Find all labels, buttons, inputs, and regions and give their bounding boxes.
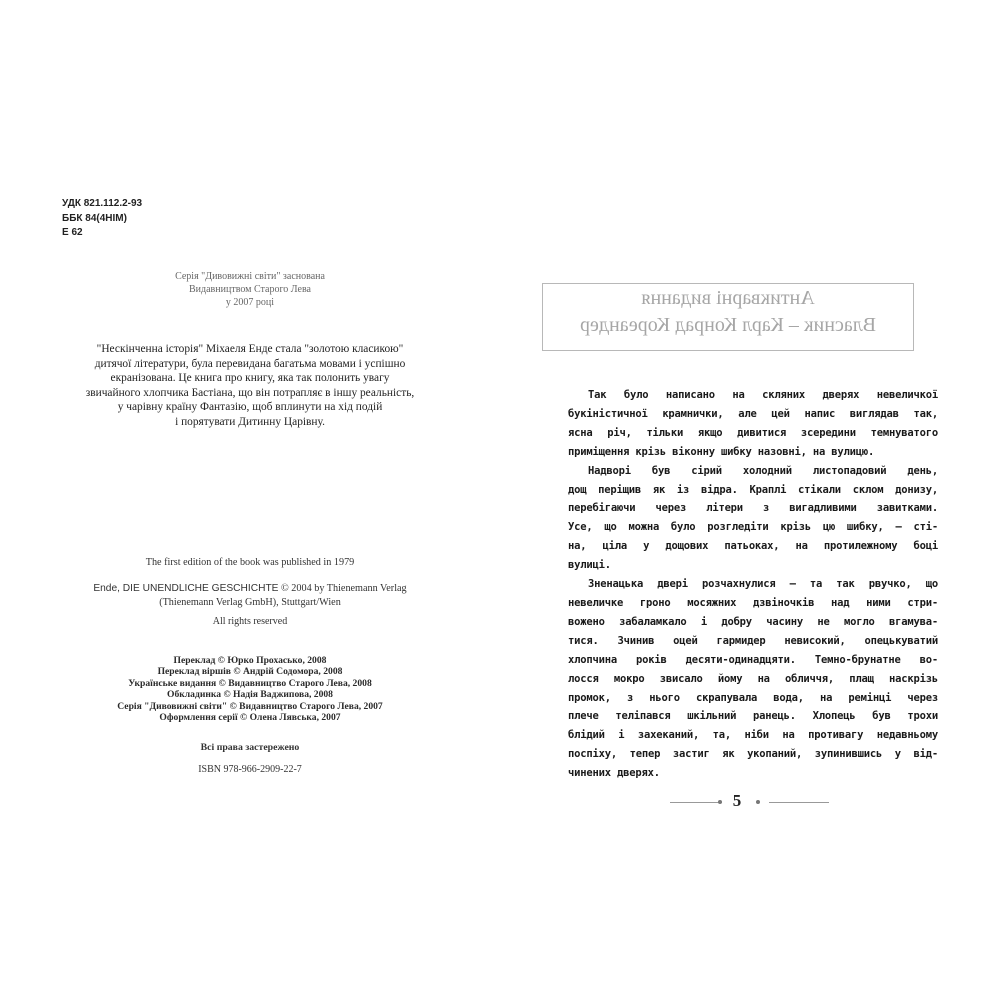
translation-credits xyxy=(30,655,470,723)
udk-block xyxy=(62,197,142,241)
rights-ua-text: Всі права застережено xyxy=(200,742,300,753)
door-sign-box xyxy=(542,283,914,351)
door-sign-line-2: Власник – Карл Конрад Кореандер xyxy=(579,314,877,336)
credit-line: Оформлення серії © Олена Лявська, 2007 xyxy=(159,712,341,724)
book-annotation xyxy=(40,342,460,429)
author-mark-line: Е 62 xyxy=(62,227,83,238)
rights-reserved-en xyxy=(30,615,470,629)
bbk-line: ББК 84(4НІМ) xyxy=(62,212,127,224)
folio-dot xyxy=(756,800,760,804)
paragraph-3 xyxy=(568,575,938,783)
text-line: Так було написано на скляних дверях невеличкої xyxy=(588,389,938,401)
original-copyright xyxy=(30,582,470,610)
paragraph-1 xyxy=(568,386,938,462)
text-line: плече теліпався шкільний ранець. Хлопець був трохи xyxy=(568,710,938,723)
credit-line: Переклад віршів © Андрій Содомора, 2008 xyxy=(157,666,343,678)
original-title: Ende, DIE UNENDLICHE GESCHICHTE xyxy=(93,583,279,594)
credit-line: Українське видання © Видавництво Старого Лева, 2008 xyxy=(128,677,372,689)
isbn-text: ISBN 978-966-2909-22-7 xyxy=(198,764,302,775)
page-folio xyxy=(670,791,860,815)
first-edition-text: The first edition of the book was published in 1979 xyxy=(145,557,355,568)
udk-line: УДК 821.112.2-93 xyxy=(62,198,143,209)
rights-text: All rights reserved xyxy=(212,616,288,627)
annotation-line: дитячої літератури, була перевидана багатьма мовами і успішно xyxy=(94,357,406,370)
annotation-line: і порятувати Дитинну Царівну. xyxy=(175,415,325,428)
copyright-line-2: (Thienemann Verlag GmbH), Stuttgart/Wien xyxy=(159,597,341,608)
text-line: Зненацька двері розчахнулися – та так рвучко, що xyxy=(588,578,938,591)
series-note-line: Серія "Дивовижні світи" заснована xyxy=(175,271,325,282)
folio-rule-right xyxy=(769,802,829,803)
folio-dot xyxy=(718,800,722,804)
series-note-line: Видавництвом Старого Лева xyxy=(189,284,311,295)
copyright-holder: © 2004 by Thienemann Verlag xyxy=(278,583,407,594)
text-line: букіністичної крамнички, але цей напис виглядав так, xyxy=(568,407,938,420)
series-note-line: у 2007 році xyxy=(225,297,275,308)
text-line: хлопчина років десяти-одинадцяти. Темно-брунатне во- xyxy=(568,653,938,666)
credit-line: Серія "Дивовижні світи" © Видавництво Старого Лева, 2007 xyxy=(117,700,383,712)
text-line: поспіху, тепер застиг як укопаний, зупинившись у від- xyxy=(568,748,938,761)
text-line: Надворі був сірий холодний листопадовий день, xyxy=(588,464,938,477)
series-note xyxy=(150,270,350,309)
text-line: ясна річ, тільки якщо дивитися зсередини темнуватого xyxy=(568,426,938,439)
right-page xyxy=(500,0,1000,1000)
annotation-line: у чарівну країну Фантазію, щоб вплинути на хід подій xyxy=(117,401,383,413)
chapter-body xyxy=(568,386,938,783)
text-line: вожено забаламкало і добру часину не могло вгамува- xyxy=(568,615,938,628)
text-line: перебігаючи через літери з вигадливими завитками. xyxy=(568,502,938,515)
credit-line: Переклад © Юрко Прохасько, 2008 xyxy=(173,655,327,666)
annotation-line: "Нескінченна історія" Міхаеля Енде стала "золотою класикою" xyxy=(96,343,404,355)
annotation-line: звичайного хлопчика Бастіана, що він потрапляє в іншу реальність, xyxy=(85,386,415,399)
text-line: промок, з нього скрапувала вода, на ремінці через xyxy=(568,691,938,704)
copyright-line-1 xyxy=(30,582,470,596)
page-number: 5 xyxy=(732,791,742,810)
text-line: Усе, що можна було розгледіти крізь цю шибку, – сті- xyxy=(568,521,938,534)
text-line: невеличке гроно мосяжних дзвіночків над ними стри- xyxy=(568,596,938,609)
text-line: тися. Зчинив оцей гармидер невисокий, опецькуватий xyxy=(568,634,938,647)
paragraph-2 xyxy=(568,462,938,575)
annotation-line: екранізована. Це книга про книгу, яка так полонить увагу xyxy=(110,372,390,384)
text-line: на, ціла у дощових патьоках, на протилежному боці xyxy=(568,540,938,553)
folio-rule-left xyxy=(670,802,722,803)
text-line: лосся мокро звисало йому на обличчя, плащ наскрізь xyxy=(568,672,938,685)
text-line: блідий і захеканий, та, ніби на противагу недавньому xyxy=(568,729,938,742)
isbn xyxy=(30,763,470,776)
first-edition-note xyxy=(30,556,470,570)
text-line: вулиці. xyxy=(568,559,611,572)
text-line: чинених дверях. xyxy=(568,767,660,780)
text-line: приміщення крізь віконну шибку назовні, на вулицю. xyxy=(568,445,875,458)
credit-line: Обкладинка © Надія Ваджипова, 2008 xyxy=(167,689,333,701)
rights-reserved-ua xyxy=(30,741,470,754)
text-line: дощ періщив як із відра. Краплі стікали склом донизу, xyxy=(568,483,938,496)
door-sign-line-1: Антикварні видання xyxy=(641,287,815,309)
